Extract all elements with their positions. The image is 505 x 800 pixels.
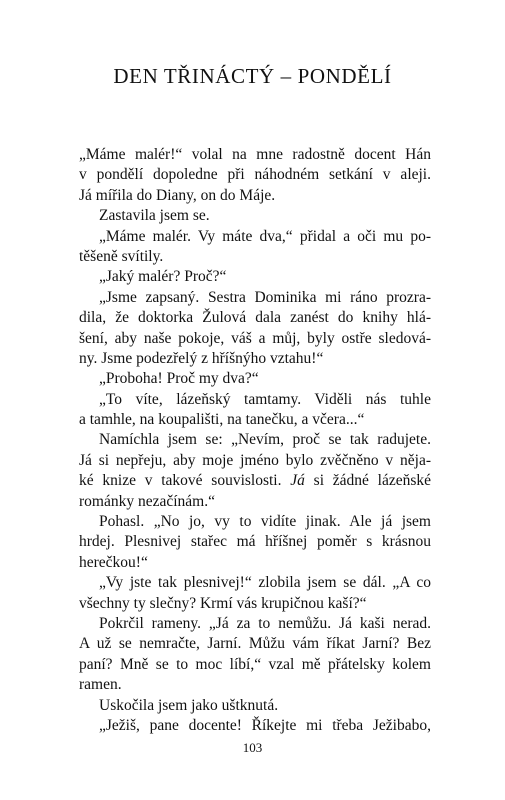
text-line: Pokrčil rameny. „Já za to nemůžu. Já kaši nerad. [99,614,431,632]
text-line: „Ježiš, pane docente! Říkejte mi třeba Ježibabo, [99,716,431,734]
body-text [79,145,431,736]
emphasis-text: Já [290,472,305,490]
text-line: „Jaký malér? Proč?“ [99,268,227,286]
text-line: v pondělí dopoledne při náhodném setkání v aleji. [79,166,431,184]
page-number: 103 [242,740,263,755]
text-line: „Vy jste tak plesnivej!“ zlobila jsem se dál. „A co [99,574,431,592]
text-line [79,471,431,491]
text-line: všechny ty slečny? Krmí vás krupičnou kaší?“ [79,594,367,612]
text-line: ny. Jsme podezřelý z hříšnýho vztahu!“ [79,349,324,367]
text-segment: si žádné lázeňské [313,472,432,490]
text-line: paní? Mně se to moc líbí,“ vzal mě přátelsky kolem [79,655,431,673]
text-line: ramen. [79,676,122,694]
text-line: Zastavila jsem se. [99,207,210,225]
chapter-title: DEN TŘINÁCTÝ – PONDĚLÍ [113,64,392,88]
text-line: „Máme malér. Vy máte dva,“ přidal a oči mu po- [99,227,431,245]
text-line: románky nezačínám.“ [79,492,215,510]
text-line: těšeně svítily. [79,247,164,265]
text-line: Uskočila jsem jako uštknutá. [99,696,279,714]
text-line: A už se nemračte, Jarní. Můžu vám říkat Jarní? Bez [79,635,431,653]
text-line: Já mířila do Diany, on do Máje. [79,186,276,204]
text-line: „Proboha! Proč my dva?“ [99,370,259,388]
text-line: herečkou!“ [79,553,148,571]
text-line: „Jsme zapsaný. Sestra Dominika mi ráno prozra- [99,288,431,306]
text-line: Namíchla jsem se: „Nevím, proč se tak radujete. [99,431,431,449]
text-line: dila, že doktorka Žulová dala zanést do knihy hlá- [79,309,431,327]
text-line: „To víte, lázeňský tamtamy. Viděli nás tuhle [99,390,431,408]
text-line: šení, aby naše pokoje, váš a můj, byly ostře sledová- [79,329,431,347]
text-segment: ké knize v takové souvislosti. [79,472,282,490]
text-line: Pohasl. „No jo, vy to vidíte jinak. Ale já jsem [99,513,431,531]
text-line: a tamhle, na koupališti, na tanečku, a včera...“ [79,411,365,429]
text-line: hrdej. Plesnivej stařec má hříšnej poměr s krásnou [79,533,431,551]
text-line: Já si nepřeju, aby moje jméno bylo zvěčněno v něja- [79,451,431,469]
text-line: „Máme malér!“ volal na mne radostně docent Hán [79,146,431,163]
